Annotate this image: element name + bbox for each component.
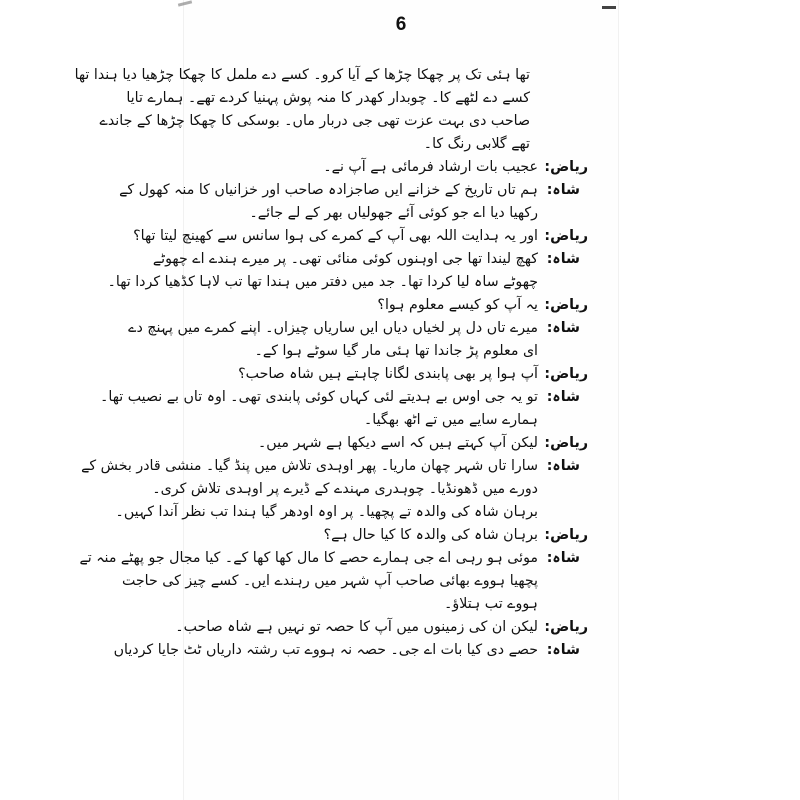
speaker-label: شاہ: <box>546 458 580 474</box>
speech-text <box>81 455 538 524</box>
text-line: تھے گلابی رنگ کا۔ <box>423 136 530 152</box>
text-line: دورے میں ڈھونڈیا۔ چوہدری مہندے کے ڈیرے پر اوہدی تلاش کری۔ <box>152 481 538 497</box>
text-line: کسے دے لٹھے کا۔ چوبدار کھدر کا منہ پوش پہنیا کردے تھے۔ ہمارے تایا <box>126 90 530 106</box>
speech-text <box>100 386 538 432</box>
dialogue-turn <box>119 179 588 225</box>
speech-text <box>188 432 538 455</box>
speaker-label: شاہ: <box>546 389 580 405</box>
speech-text <box>114 639 538 662</box>
page-number: 6 <box>395 14 407 35</box>
speaker-label: شاہ: <box>546 182 580 198</box>
text-line: عجیب بات ارشاد فرمائی ہے آپ نے۔ <box>323 159 538 175</box>
text-line: اور یہ ہدایت اللہ بھی آپ کے کمرے کی ہوا سانس سے کھینچ لیتا تھا؟ <box>133 228 538 244</box>
speech-text <box>128 317 538 363</box>
text-line: کھچ لیندا تھا جی اوہنوں کوئی منائی تھی۔ پر میرے ہندے اے چھوٹے <box>152 251 538 267</box>
intro-paragraph <box>74 64 588 156</box>
text-line: موئی ہو رہی اے جی ہمارے حصے کا مال کھا کھا کے۔ کیا مجال جو پھٹے منہ تے <box>79 550 538 566</box>
text-line: برہان شاہ کی والدہ کا کیا حال ہے؟ <box>323 527 538 543</box>
speaker-label: ریاض: <box>544 366 588 382</box>
speaker-label: شاہ: <box>546 550 580 566</box>
speech-text <box>79 547 538 616</box>
speaker-label: شاہ: <box>546 251 580 267</box>
dialogue-turn <box>188 363 588 386</box>
text-line: رکھیا دیا اے جو کوئی آئے جھولیاں بھر کے لے جائے۔ <box>249 205 538 221</box>
text-line: برہان شاہ کی والدہ تے پچھیا۔ پر اوہ اودھر گیا ہندا تب نظر آندا کہیں۔ <box>115 504 538 520</box>
dialogue-turn <box>188 156 588 179</box>
speaker-label: شاہ: <box>546 320 580 336</box>
text-line: لیکن آپ کہتے ہیں کہ اسے دیکھا ہے شہر میں۔ <box>257 435 538 451</box>
speaker-label: ریاض: <box>544 619 588 635</box>
dialogue-turn <box>188 524 588 547</box>
speaker-label: ریاض: <box>544 228 588 244</box>
dialogue-turn <box>188 432 588 455</box>
dialogue-turn <box>81 455 588 524</box>
text-line: چھوٹے ساہ لیا کردا تھا۔ جد میں دفتر میں ہندا تھا تب لاہا کڈھیا کردا تھا۔ <box>107 274 538 290</box>
dialogue-turn <box>133 225 588 248</box>
speaker-label: ریاض: <box>544 159 588 175</box>
speaker-label: ریاض: <box>544 435 588 451</box>
speaker-label: ریاض: <box>544 527 588 543</box>
text-line: میرے تاں دل پر لخیاں دیاں ایں ساریاں چیزاں۔ اپنے کمرے میں پہنچ دے <box>128 320 538 336</box>
text-line: یہ آپ کو کیسے معلوم ہوا؟ <box>377 297 538 313</box>
text-line: لیکن ان کی زمینوں میں آپ کا حصہ تو نہیں ہے شاہ صاحب۔ <box>175 619 538 635</box>
speech-text <box>188 294 538 317</box>
speech-text <box>119 179 538 225</box>
dialogue-turn <box>107 248 588 294</box>
speech-text <box>133 225 538 248</box>
dialogue-turn <box>113 639 588 662</box>
speech-text <box>188 363 538 386</box>
text-line: سارا تاں شہر چھان ماریا۔ پھر اوہدی تلاش میں پنڈ گیا۔ منشی قادر بخش کے <box>81 458 538 474</box>
text-line: ہم تاں تاریخ کے خزانے ایں صاجزادہ صاحب اور خزانیاں کا منہ کھول کے <box>119 182 538 198</box>
speech-text <box>108 248 538 294</box>
text-line: ای معلوم پڑ جاندا تھا ہئی مار گیا سوٹے ہوا کے۔ <box>254 343 538 359</box>
dialogue-turn <box>79 547 588 616</box>
dialogue-turn <box>100 386 588 432</box>
speech-text <box>188 156 538 179</box>
page-content <box>74 64 588 662</box>
scan-mark <box>602 6 616 9</box>
dialogue-turn <box>188 294 588 317</box>
text-line: پچھیا ہووے بھائی صاحب آپ شہر میں رہندے ایں۔ کسے چیز کی حاجت <box>121 573 538 589</box>
text-line: تھا ہئی تک پر چھکا چڑھا کے آیا کرو۔ کسے دے ململ کا چھکا چڑھیا دیا ہندا تھا <box>74 67 530 83</box>
speaker-label: شاہ: <box>546 642 580 658</box>
text-line: صاحب دی بہت عزت تھی جی دربار ماں۔ بوسکی کا چھکا چڑھا کے جاندے <box>99 113 530 129</box>
text-line: حصے دی کیا بات اے جی۔ حصہ نہ ہووے تب رشتہ داریاں ٹٹ جایا کردیاں <box>113 642 538 658</box>
speech-text <box>175 616 538 639</box>
text-line: ہمارے سایے میں تے اٹھ بھگیا۔ <box>363 412 538 428</box>
text-line: تو یہ جی اوس بے ہدیتے لئی کہاں کوئی پابندی تھی۔ اوہ تاں بے نصیب تھا۔ <box>100 389 538 405</box>
text-line: ہووے تب ہتلاؤ۔ <box>444 596 538 612</box>
speaker-label: ریاض: <box>544 297 588 313</box>
speech-text <box>188 524 538 547</box>
dialogue-turn <box>175 616 588 639</box>
text-line: آپ ہوا پر بھی پابندی لگانا چاہتے ہیں شاہ صاحب؟ <box>238 366 538 382</box>
dialogue-turn <box>128 317 588 363</box>
